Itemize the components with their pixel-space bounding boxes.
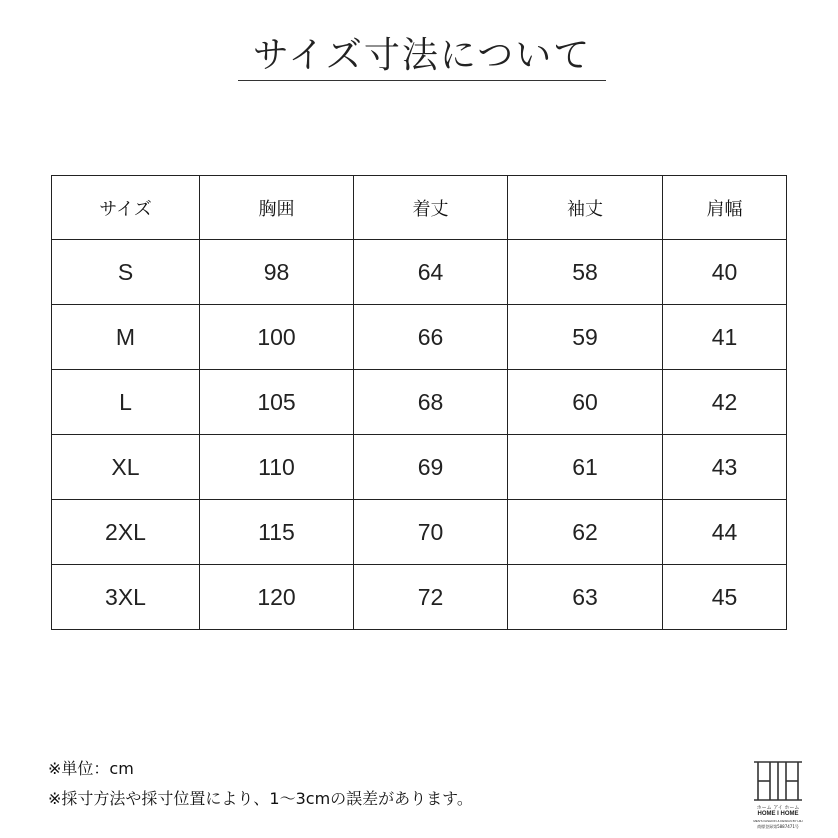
cell-shoulder: 40 — [663, 240, 787, 305]
cell-shoulder: 41 — [663, 305, 787, 370]
cell-size: 3XL — [52, 565, 200, 630]
cell-length: 66 — [354, 305, 508, 370]
cell-sleeve: 63 — [508, 565, 663, 630]
cell-shoulder: 42 — [663, 370, 787, 435]
cell-shoulder: 45 — [663, 565, 787, 630]
table-row — [52, 240, 787, 305]
logo-name: HOME I HOME — [757, 811, 799, 817]
cell-size: XL — [52, 435, 200, 500]
table-row — [52, 500, 787, 565]
logo-registration: 商標登録第5887471号 — [757, 824, 799, 829]
cell-length: 68 — [354, 370, 508, 435]
cell-length: 72 — [354, 565, 508, 630]
cell-chest: 100 — [200, 305, 354, 370]
title-underline — [238, 80, 606, 81]
table-row — [52, 370, 787, 435]
hih-monogram-icon — [750, 760, 806, 804]
cell-length: 70 — [354, 500, 508, 565]
measurement-error-note: ※採寸方法や採寸位置により、1～3cmの誤差があります。 — [48, 789, 473, 808]
logo-tagline: MEN'S FASHION & DESIGN BY HIH — [753, 819, 803, 823]
cell-chest: 120 — [200, 565, 354, 630]
cell-sleeve: 59 — [508, 305, 663, 370]
table-row — [52, 305, 787, 370]
header-size: サイズ — [52, 176, 200, 240]
cell-size: L — [52, 370, 200, 435]
table-header-row — [52, 176, 787, 240]
cell-sleeve: 62 — [508, 500, 663, 565]
cell-sleeve: 61 — [508, 435, 663, 500]
logo-kana: ホーム アイ ホーム — [756, 805, 800, 811]
cell-length: 69 — [354, 435, 508, 500]
cell-length: 64 — [354, 240, 508, 305]
header-chest: 胸囲 — [200, 176, 354, 240]
unit-note: ※単位：cm — [48, 759, 134, 778]
header-shoulder: 肩幅 — [663, 176, 787, 240]
header-sleeve: 袖丈 — [508, 176, 663, 240]
cell-sleeve: 58 — [508, 240, 663, 305]
cell-chest: 105 — [200, 370, 354, 435]
size-table — [51, 175, 787, 630]
cell-chest: 115 — [200, 500, 354, 565]
cell-size: 2XL — [52, 500, 200, 565]
page-title: サイズ寸法について — [252, 35, 592, 76]
brand-logo — [750, 760, 806, 832]
cell-chest: 110 — [200, 435, 354, 500]
cell-size: M — [52, 305, 200, 370]
cell-size: S — [52, 240, 200, 305]
header-length: 着丈 — [354, 176, 508, 240]
cell-chest: 98 — [200, 240, 354, 305]
table-row — [52, 435, 787, 500]
cell-shoulder: 43 — [663, 435, 787, 500]
cell-shoulder: 44 — [663, 500, 787, 565]
table-row — [52, 565, 787, 630]
cell-sleeve: 60 — [508, 370, 663, 435]
